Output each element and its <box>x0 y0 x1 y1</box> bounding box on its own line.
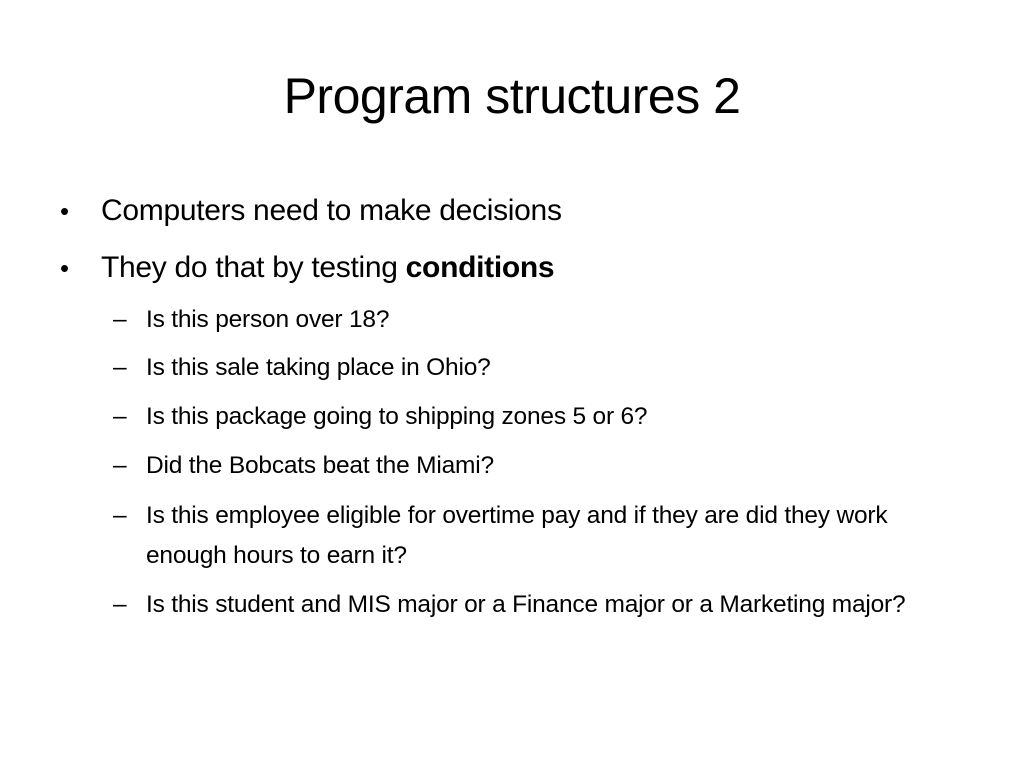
sub-bullet-item <box>113 446 933 486</box>
slide-title: Program structures 2 <box>283 68 741 124</box>
sub-bullet-item <box>113 585 933 625</box>
sub-bullet-text: Is this student and MIS major or a Finance major or a Marketing major? <box>146 591 906 618</box>
sub-bullet-item <box>113 496 933 576</box>
sub-bullet-text: Is this employee eligible for overtime pay and if they are did they work enough hours to earn it? <box>146 502 888 569</box>
bullet-marker: • <box>60 253 69 283</box>
sub-bullet-text: Did the Bobcats beat the Miami? <box>146 452 494 479</box>
sub-bullet-marker: – <box>113 502 127 529</box>
sub-bullet-text: Is this person over 18? <box>146 306 390 333</box>
sub-bullet-item <box>113 300 933 340</box>
bullet-marker: • <box>60 196 69 226</box>
bullet-text-plain: They do that by testing <box>101 251 406 284</box>
sub-bullet-text: Is this package going to shipping zones 5 or 6? <box>146 403 648 430</box>
sub-bullet-item <box>113 348 933 388</box>
bullet-text <box>101 248 554 288</box>
bullet-text-emphasis: conditions <box>405 251 555 284</box>
sub-bullet-text: Is this sale taking place in Ohio? <box>146 354 491 381</box>
sub-bullet-marker: – <box>113 403 127 430</box>
sub-bullet-marker: – <box>113 354 127 381</box>
sub-bullet-marker: – <box>113 591 127 618</box>
bullet-text: Computers need to make decisions <box>101 194 562 227</box>
sub-bullet-marker: – <box>113 306 127 333</box>
sub-bullet-marker: – <box>113 452 127 479</box>
sub-bullet-item <box>113 397 933 437</box>
